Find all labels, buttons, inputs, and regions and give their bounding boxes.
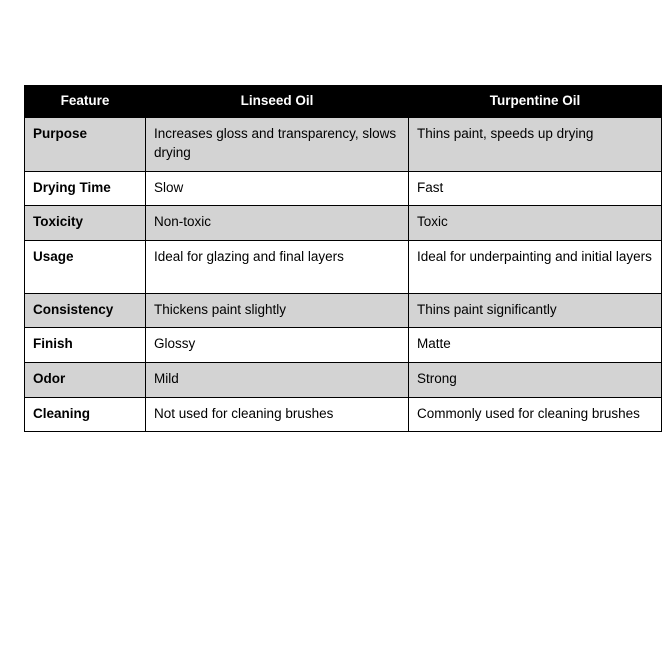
linseed-oil-cell: Thickens paint slightly (146, 293, 409, 328)
feature-cell: Drying Time (25, 171, 146, 206)
column-header-turpentine-oil: Turpentine Oil (409, 86, 662, 118)
linseed-oil-cell: Mild (146, 362, 409, 397)
table-row-cleaning (25, 397, 662, 432)
turpentine-oil-cell: Ideal for underpainting and initial layers (409, 240, 662, 293)
turpentine-oil-cell: Fast (409, 171, 662, 206)
feature-cell: Cleaning (25, 397, 146, 432)
linseed-oil-cell: Non-toxic (146, 206, 409, 241)
turpentine-oil-cell: Strong (409, 362, 662, 397)
turpentine-oil-cell: Thins paint, speeds up drying (409, 117, 662, 171)
linseed-oil-cell: Not used for cleaning brushes (146, 397, 409, 432)
column-header-feature: Feature (25, 86, 146, 118)
linseed-oil-cell: Increases gloss and transparency, slows drying (146, 117, 409, 171)
feature-cell: Purpose (25, 117, 146, 171)
table-row-finish (25, 328, 662, 363)
feature-cell: Finish (25, 328, 146, 363)
linseed-oil-cell: Slow (146, 171, 409, 206)
table-row-drying-time (25, 171, 662, 206)
feature-cell: Toxicity (25, 206, 146, 241)
column-header-linseed-oil: Linseed Oil (146, 86, 409, 118)
comparison-table (24, 85, 662, 432)
turpentine-oil-cell: Toxic (409, 206, 662, 241)
table-row-purpose (25, 117, 662, 171)
feature-cell: Odor (25, 362, 146, 397)
turpentine-oil-cell: Matte (409, 328, 662, 363)
table-row-usage (25, 240, 662, 293)
table-header-row (25, 86, 662, 118)
table-row-toxicity (25, 206, 662, 241)
linseed-oil-cell: Ideal for glazing and final layers (146, 240, 409, 293)
turpentine-oil-cell: Commonly used for cleaning brushes (409, 397, 662, 432)
table-row-odor (25, 362, 662, 397)
table-row-consistency (25, 293, 662, 328)
feature-cell: Consistency (25, 293, 146, 328)
linseed-oil-cell: Glossy (146, 328, 409, 363)
feature-cell: Usage (25, 240, 146, 293)
turpentine-oil-cell: Thins paint significantly (409, 293, 662, 328)
